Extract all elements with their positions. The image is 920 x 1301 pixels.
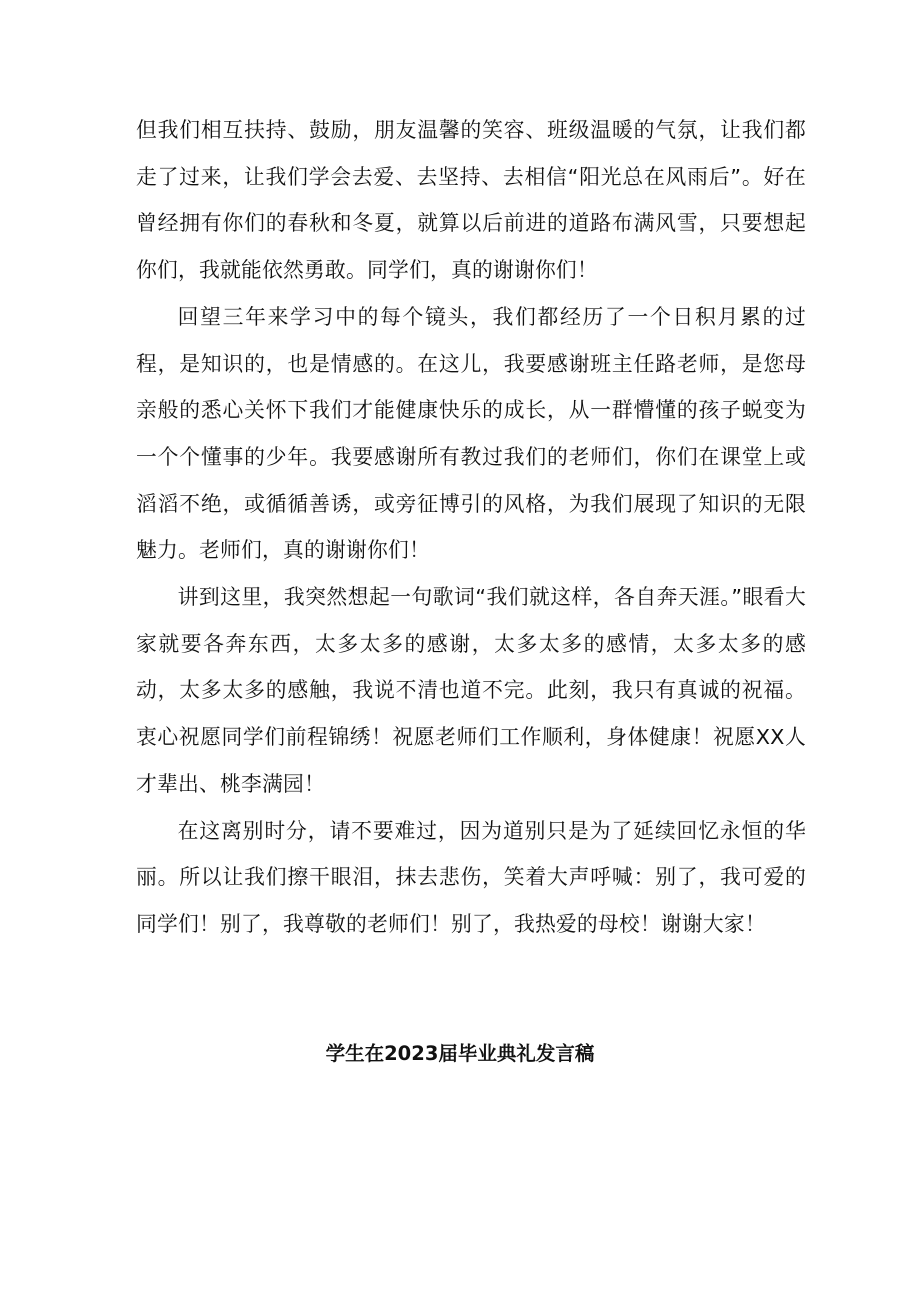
paragraph-3: 讲到这里，我突然想起一句歌词“我们就这样，各自奔天涯。”眼看大家就要各奔东西，太多太多的感谢，太多太多的感情，太多太多的感动，太多太多的感触，我说不清也道不完。此刻，我只有真诚的祝福。衷心祝愿同学们前程锦绣！祝愿老师们工作顺利，身体健康！祝愿XX人才辈出、桃李满园！ [136, 585, 806, 796]
document-body [136, 107, 806, 948]
paragraph-1: 但我们相互扶持、鼓励，朋友温馨的笑容、班级温暖的气氛，让我们都走了过来，让我们学会去爱、去坚持、去相信“阳光总在风雨后”。好在曾经拥有你们的春秋和冬夏，就算以后前进的道路布满风雪，只要想起你们，我就能依然勇敢。同学们，真的谢谢你们！ [136, 118, 806, 283]
section-heading: 学生在2023届毕业典礼发言稿 [325, 1042, 595, 1065]
paragraph-2: 回望三年来学习中的每个镜头，我们都经历了一个日积月累的过程，是知识的，也是情感的。在这儿，我要感谢班主任路老师，是您母亲般的悉心关怀下我们才能健康快乐的成长，从一群懵懂的孩子蜕变为一个个懂事的少年。我要感谢所有教过我们的老师们，你们在课堂上或滔滔不绝，或循循善诱，或旁征博引的风格，为我们展现了知识的无限魅力。老师们，真的谢谢你们！ [136, 304, 806, 563]
paragraph-4: 在这离别时分，请不要难过，因为道别只是为了延续回忆永恒的华丽。所以让我们擦干眼泪，抹去悲伤，笑着大声呼喊：别了，我可爱的同学们！别了，我尊敬的老师们！别了，我热爱的母校！谢谢大家！ [136, 818, 806, 936]
